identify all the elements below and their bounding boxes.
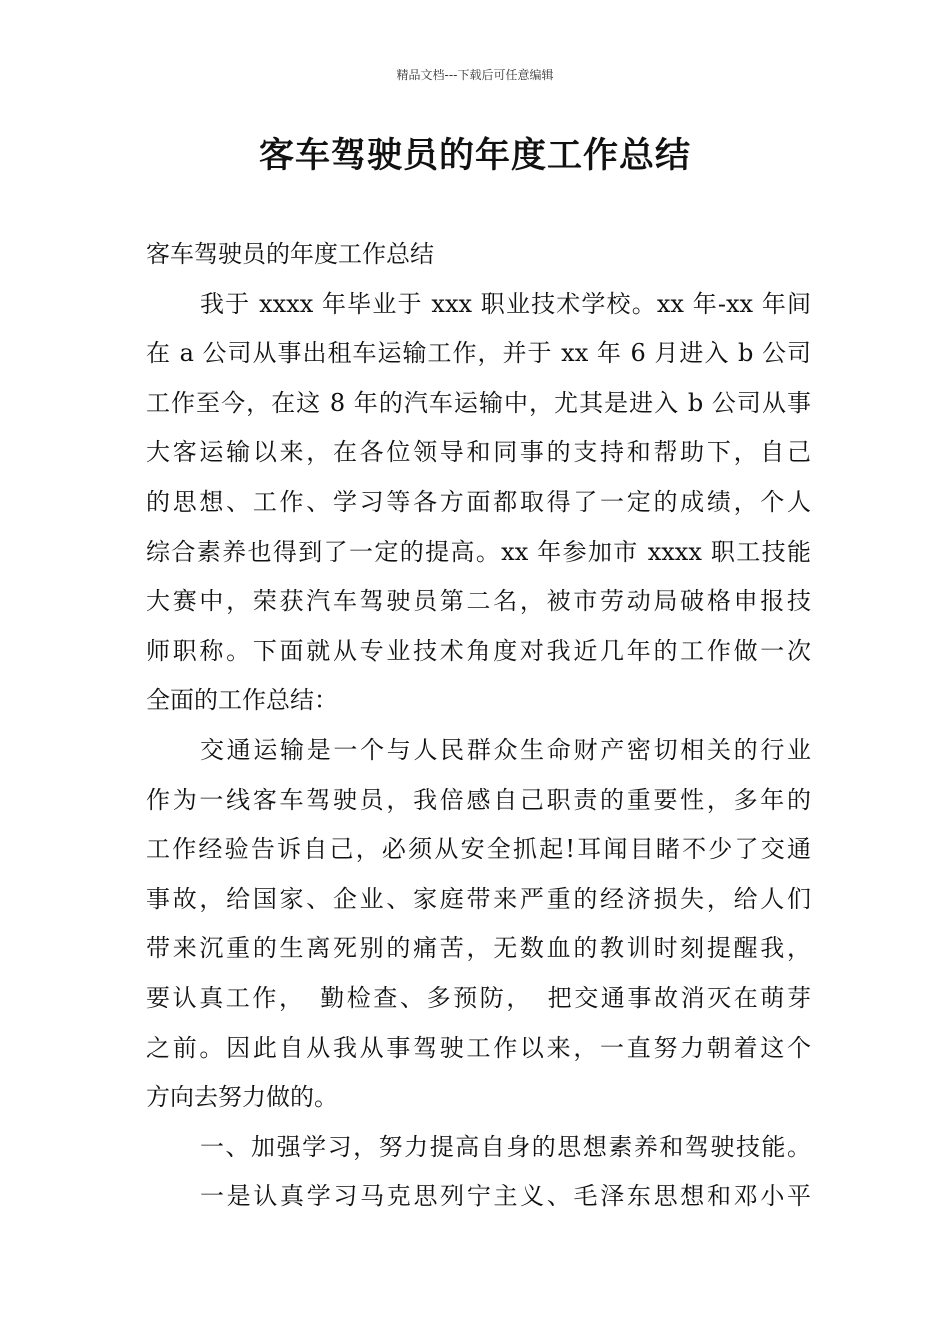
body-line: 要认真工作， 勤检查、多预防， 把交通事故消灭在萌芽 [146, 983, 811, 1012]
body-line: 带来沉重的生离死别的痛苦，无数血的教训时刻提醒我， [146, 934, 811, 963]
document-body [146, 230, 811, 1222]
body-line: 客车驾驶员的年度工作总结 [146, 240, 434, 268]
body-line: 大赛中，荣获汽车驾驶员第二名，被市劳动局破格申报技 [146, 587, 811, 616]
body-line: 之前。因此自从我从事驾驶工作以来，一直努力朝着这个 [146, 1033, 811, 1062]
body-line: 事故，给国家、企业、家庭带来严重的经济损失，给人们 [146, 884, 811, 913]
body-line: 工作经验告诉自己，必须从安全抓起!耳闻目睹不少了交通 [146, 835, 811, 864]
body-line: 综合素养也得到了一定的提高。xx 年参加市 xxxx 职工技能 [146, 537, 811, 566]
body-line: 大客运输以来，在各位领导和同事的支持和帮助下，自己 [146, 438, 811, 467]
body-line: 在 a 公司从事出租车运输工作，并于 xx 年 6 月进入 b 公司 [146, 339, 811, 368]
body-line: 的思想、工作、学习等各方面都取得了一定的成绩，个人 [146, 487, 811, 516]
body-line: 工作至今，在这 8 年的汽车运输中，尤其是进入 b 公司从事 [146, 388, 811, 417]
body-line: 作为一线客车驾驶员，我倍感自己职责的重要性，多年的 [146, 785, 811, 814]
document-title: 客车驾驶员的年度工作总结 [258, 136, 691, 176]
body-line: 一是认真学习马克思列宁主义、毛泽东思想和邓小平 [200, 1182, 811, 1211]
body-line: 全面的工作总结： [146, 686, 338, 715]
body-line: 我于 xxxx 年毕业于 xxx 职业技术学校。xx 年-xx 年间 [200, 289, 811, 318]
body-line: 方向去努力做的。 [146, 1083, 338, 1112]
body-line: 交通运输是一个与人民群众生命财产密切相关的行业 [200, 735, 811, 764]
header-note: 精品文档---下载后可任意编辑 [396, 68, 554, 82]
body-line: 师职称。下面就从专业技术角度对我近几年的工作做一次 [146, 636, 811, 665]
body-line: 一、加强学习，努力提高自身的思想素养和驾驶技能。 [200, 1132, 811, 1161]
